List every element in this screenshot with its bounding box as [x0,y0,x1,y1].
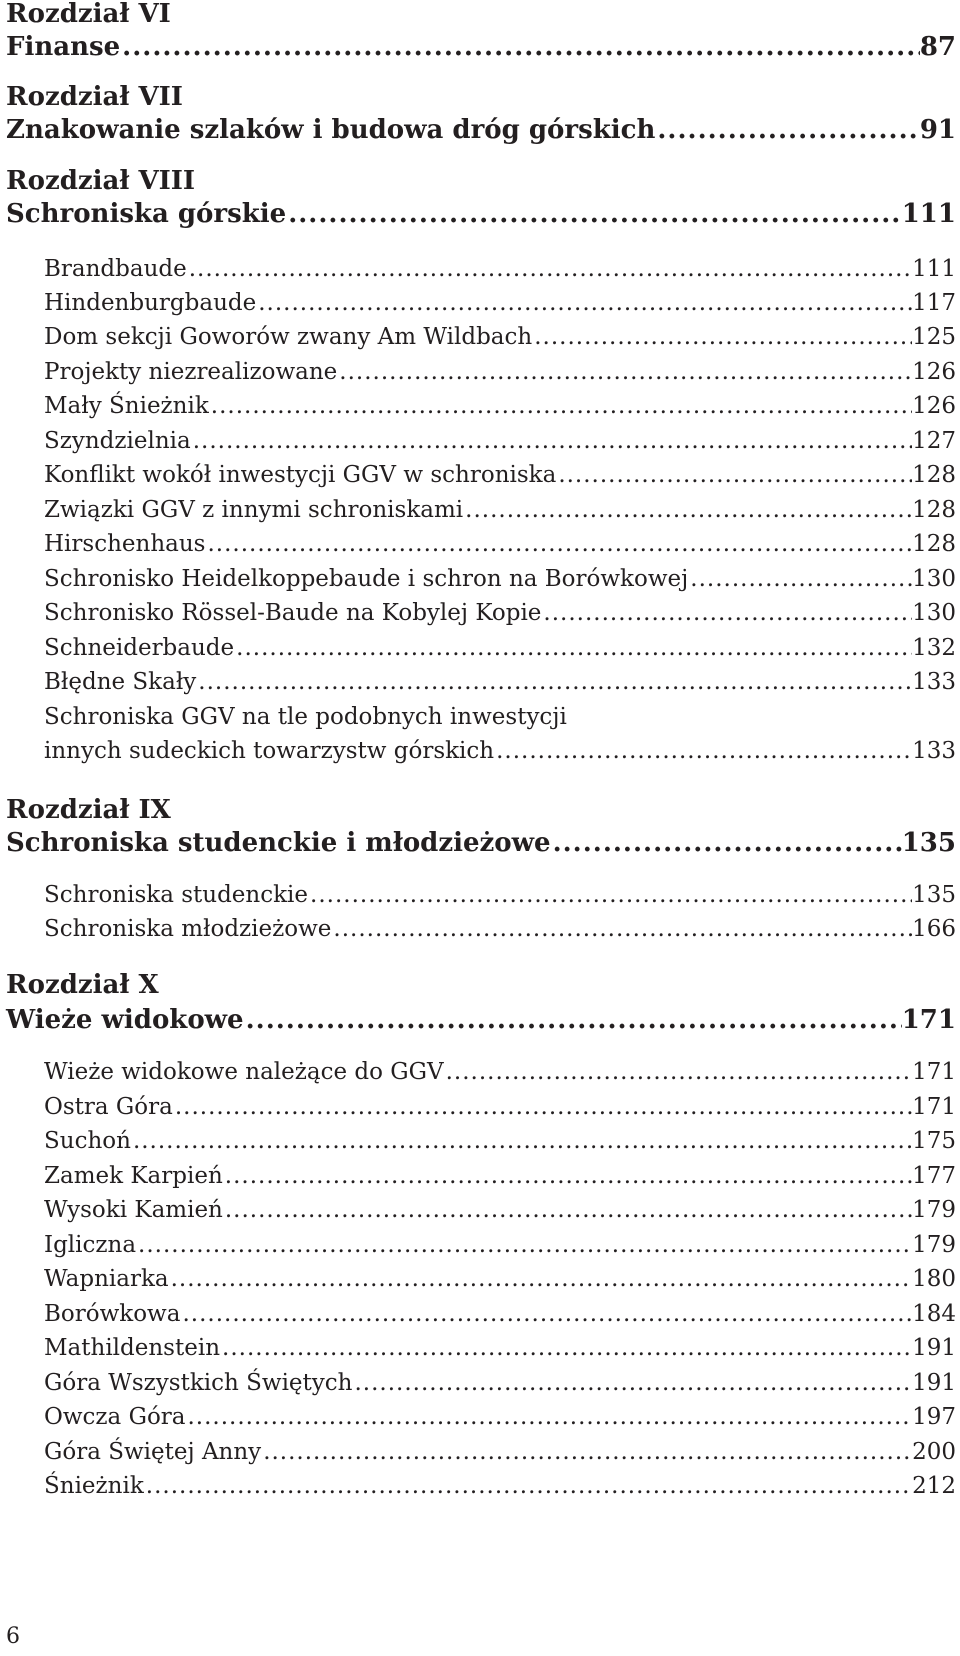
section-entry [44,912,956,946]
page-ref: 177 [912,1163,956,1189]
page-ref: 175 [912,1128,956,1154]
section-title: Brandbaude [44,256,187,282]
dot-leader [234,631,912,665]
dot-leader [223,1193,912,1227]
section-entry [44,286,956,320]
page-ref: 184 [912,1301,956,1327]
dot-leader [688,562,912,596]
dot-leader [244,1003,902,1037]
section-entry [44,1331,956,1365]
section-title: Schronisko Rössel-Baude na Kobylej Kopie [44,600,542,626]
section-entry [44,1435,956,1469]
page-ref: 91 [919,115,956,145]
section-entry [44,1262,956,1296]
section-title: Owcza Góra [44,1404,186,1430]
page-ref: 125 [912,324,956,350]
dot-leader [532,320,912,354]
page-ref: 133 [912,738,956,764]
chapter-label: Rozdział X [6,970,159,1000]
page-number: 6 [6,1624,20,1649]
section-title: Śnieżnik [44,1473,144,1499]
dot-leader [337,355,912,389]
dot-leader [444,1055,912,1089]
page-ref: 111 [901,199,956,229]
section-entry [44,355,956,389]
section-title: Zamek Karpień [44,1163,223,1189]
section-title: Ostra Góra [44,1094,173,1120]
dot-leader [196,665,912,699]
page-ref: 132 [912,635,956,661]
dot-leader [205,527,912,561]
section-title: Schneiderbaude [44,635,235,661]
page-ref: 126 [912,359,956,385]
dot-leader [463,493,912,527]
chapter-label: Rozdział VIII [6,166,196,196]
dot-leader [191,424,912,458]
section-entry [44,1193,956,1227]
section-title: Wapniarka [44,1266,169,1292]
section-title: Mathildenstein [44,1335,221,1361]
chapter-title-entry [6,826,956,860]
section-entry [44,1090,956,1124]
page-ref: 180 [912,1266,956,1292]
section-title: Wysoki Kamień [44,1197,223,1223]
section-title: Związki GGV z innymi schroniskami [44,497,464,523]
page-ref: 111 [912,256,956,282]
page-ref: 130 [912,566,956,592]
page-ref: 197 [912,1404,956,1430]
chapter-title-entry [6,197,956,231]
page-ref: 171 [912,1059,956,1085]
dot-leader [173,1090,912,1124]
dot-leader [494,734,912,768]
section-entry [44,562,956,596]
page-ref: 179 [912,1197,956,1223]
dot-leader [655,113,919,147]
dot-leader [187,252,912,286]
dot-leader [551,826,902,860]
section-entry [44,389,956,423]
page-ref: 166 [912,916,956,942]
section-title: Błędne Skały [44,669,197,695]
dot-leader [223,1159,912,1193]
dot-leader [136,1228,912,1262]
section-title: Borówkowa [44,1301,181,1327]
section-title: Schroniska młodzieżowe [44,916,332,942]
section-title: Mały Śnieżnik [44,393,209,419]
section-entry [44,1055,956,1089]
section-title: Góra Świętej Anny [44,1439,262,1465]
section-entry [44,252,956,286]
section-title: Suchoń [44,1128,131,1154]
section-entry [44,596,956,630]
dot-leader [308,878,912,912]
section-title: Dom sekcji Goworów zwany Am Wildbach [44,324,533,350]
section-entry [44,665,956,699]
page-ref: 171 [912,1094,956,1120]
section-title: Hindenburgbaude [44,290,257,316]
section-entry [44,1469,956,1503]
dot-leader [556,458,912,492]
section-entry [44,424,956,458]
page-ref: 128 [912,462,956,488]
section-title: Igliczna [44,1232,137,1258]
dot-leader [352,1366,912,1400]
page-ref: 135 [912,882,956,908]
page-ref: 128 [912,497,956,523]
page-ref: 135 [901,828,956,858]
chapter-title: Znakowanie szlaków i budowa dróg górskich [6,115,656,145]
section-title: Hirschenhaus [44,531,206,557]
section-entry [44,320,956,354]
page-ref: 212 [912,1473,956,1499]
dot-leader [186,1400,913,1434]
section-title: Konflikt wokół inwestycji GGV w schroniska [44,462,557,488]
dot-leader [180,1297,912,1331]
chapter-label: Rozdział IX [6,795,171,825]
page-ref: 127 [912,428,956,454]
page-ref: 87 [919,32,956,62]
page-ref: 128 [912,531,956,557]
section-entry [44,493,956,527]
page-ref: 171 [901,1005,956,1035]
section-title: innych sudeckich towarzystw górskich [44,738,495,764]
chapter-title: Finanse [6,32,121,62]
chapter-title-entry [6,30,956,64]
page-ref: 126 [912,393,956,419]
page-ref: 117 [912,290,956,316]
chapter-title: Schroniska górskie [6,199,287,229]
section-entry [44,878,956,912]
dot-leader [209,389,912,423]
section-entry [44,527,956,561]
page-ref: 191 [912,1370,956,1396]
dot-leader [131,1124,912,1158]
section-title-line: Schroniska GGV na tle podobnych inwestycji [44,704,567,730]
chapter-title-entry [6,113,956,147]
page-ref: 130 [912,600,956,626]
chapter-title: Schroniska studenckie i młodzieżowe [6,828,551,858]
section-entry [44,631,956,665]
section-title: Wieże widokowe należące do GGV [44,1059,444,1085]
section-title: Szyndzielnia [44,428,191,454]
dot-leader [256,286,912,320]
chapter-title: Wieże widokowe [6,1005,244,1035]
dot-leader [286,197,902,231]
page-ref: 133 [912,669,956,695]
section-entry [44,1366,956,1400]
section-entry [44,1400,956,1434]
section-entry [44,1124,956,1158]
dot-leader [331,912,912,946]
section-entry [44,458,956,492]
section-entry [44,1159,956,1193]
page-ref: 179 [912,1232,956,1258]
section-entry [44,1228,956,1262]
section-entry [44,734,956,768]
dot-leader [144,1469,912,1503]
page-ref: 191 [912,1335,956,1361]
dot-leader [220,1331,912,1365]
section-title: Schronisko Heidelkoppebaude i schron na Borówkowej [44,566,689,592]
section-title: Góra Wszystkich Świętych [44,1370,353,1396]
chapter-label: Rozdział VI [6,0,171,29]
section-title: Projekty niezrealizowane [44,359,338,385]
dot-leader [120,30,920,64]
page-ref: 200 [912,1439,956,1465]
chapter-label: Rozdział VII [6,82,183,112]
dot-leader [169,1262,912,1296]
dot-leader [261,1435,912,1469]
chapter-title-entry [6,1003,956,1037]
dot-leader [541,596,912,630]
section-entry [44,1297,956,1331]
section-title: Schroniska studenckie [44,882,309,908]
